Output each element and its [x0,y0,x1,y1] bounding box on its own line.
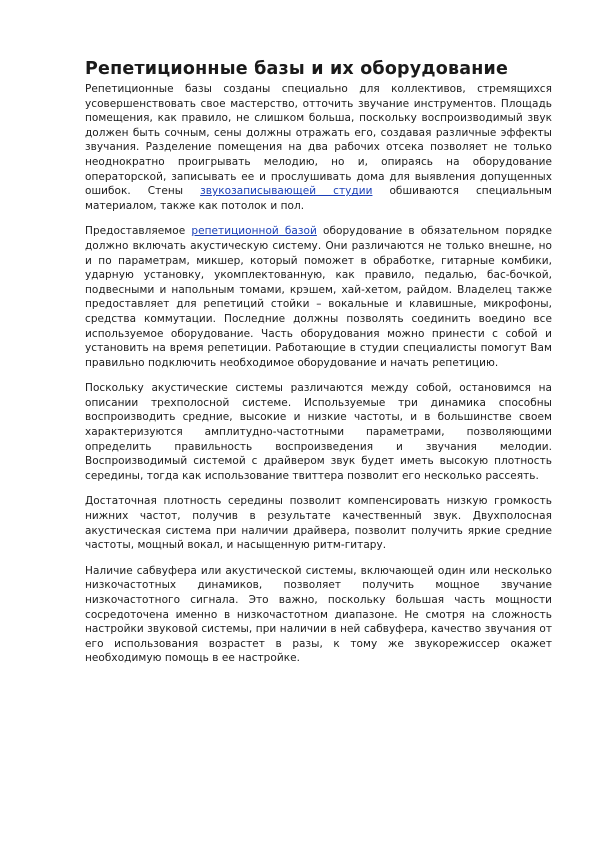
page-title: Репетиционные базы и их оборудование [85,59,509,79]
paragraph-2-text-end: оборудование в обязательном порядке должно включать акустическую систему. Они различаются не только внешне, но и по параметрам, микшер, который поможет в обработке, гитарные комбики, ударную установку, укомплектованную, как правило, педалью, бас-бочкой, подвесными и напольным томами, крэшем, хай-хетом, райдом. Владелец также предоставляет для репетиций стойки – вокальные и клавишные, микрофоны, средства коммутации. Последние должны позволять соединить воедино все используемое оборудование. Часть оборудования можно принести с собой и установить на время репетиции. Работающие в студии специалисты помогут Вам правильно подключить необходимое оборудование и начать репетицию. [85,225,553,369]
recording-studio-link[interactable]: звукозаписывающей студии [200,185,373,198]
document-page [85,58,552,677]
rehearsal-base-link[interactable]: репетиционной базой [191,225,317,238]
paragraph-2 [85,224,552,370]
paragraph-2-text: Предоставляемое [85,225,192,238]
paragraph-5: Наличие сабвуфера или акустической системы, включающей один или несколько низкочастотных динамиков, позволяет получить мощное звучание низкочастотного сигнала. Это важно, поскольку большая часть мощности сосредоточена именно в низкочастотном диапазоне. Не смотря на сложность настройки звуковой системы, при наличии в ней сабвуфера, качество звучания от его использования возрастет в разы, к тому же звукорежиссер окажет необходимую помощь в ее настройке. [85,564,552,665]
paragraph-1-text-end: обшиваются специальным материалом, также как потолок и пол. [85,185,552,212]
paragraph-1 [85,82,552,213]
paragraph-1-text: Репетиционные базы созданы специально для коллективов, стремящихся усовершенствовать свое мастерство, отточить звучание инструментов. Площадь помещения, как правило, не слишком больша, поскольку воспроизводимый звук должен быть сочным, сены должны отражать его, создавая различные эффекты звучания. Разделение помещения на два рабочих отсека позволяет не только неоднократно проигрывать мелодию, но и, опираясь на оборудование операторской, записывать ее и прослушивать дома для выявления допущенных ошибок. Стены [85,83,552,198]
paragraph-4: Достаточная плотность середины позволит компенсировать низкую громкость нижних частот, получив в результате качественный звук. Двухполосная акустическая система при наличии драйвера, позволит получить яркие средние частоты, мощный вокал, и насыщенную ритм-гитару. [85,495,552,552]
paragraph-3: Поскольку акустические системы различаются между собой, остановимся на описании трехполосной системе. Используемые три динамика способны воспроизводить средние, высокие и низкие частоты, и в большинстве своем характеризуются амплитудно-частотными параметрами, позволяющими определить правильность воспроизведения и звучания мелодии. Воспроизводимый системой с драйвером звук будет иметь высокую плотность середины, тогда как использование твиттера позволит его несколько рассеять. [85,382,552,482]
